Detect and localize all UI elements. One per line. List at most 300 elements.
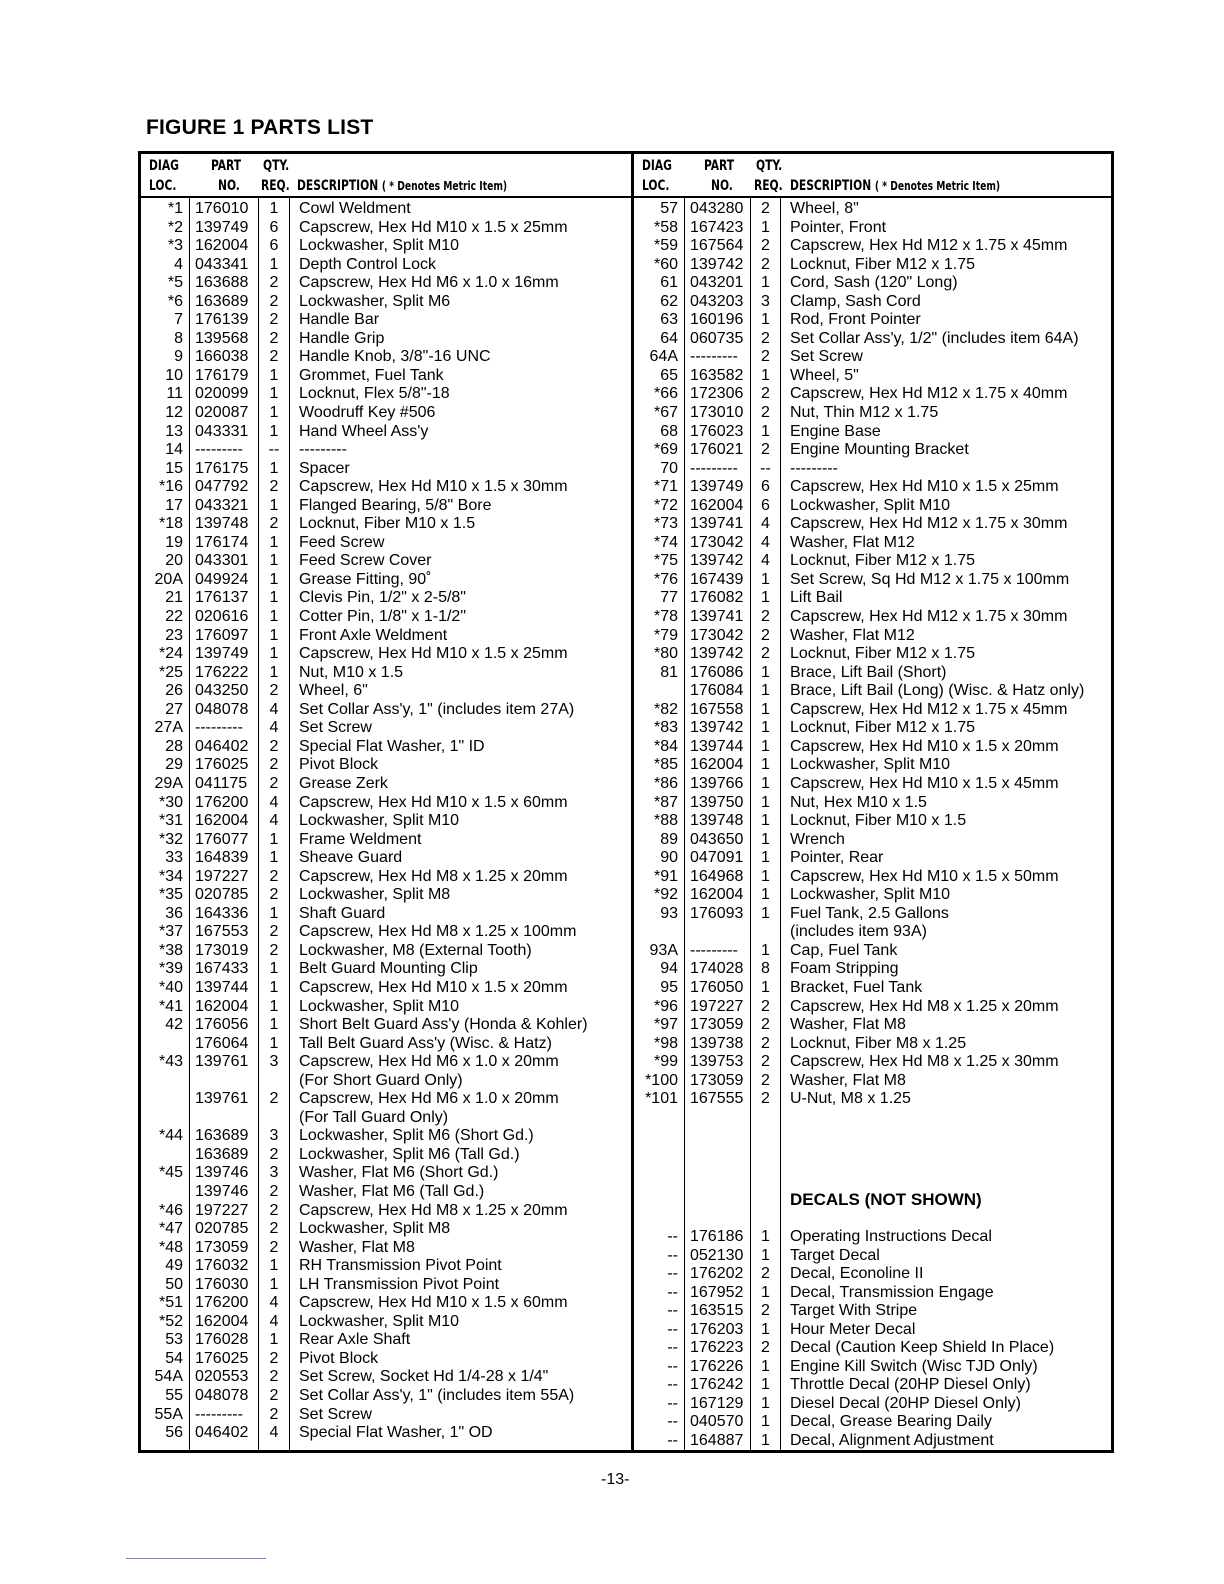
description: Engine Mounting Bracket	[790, 441, 969, 459]
diag-loc: *75	[653, 552, 678, 570]
part-no: 172306	[690, 385, 744, 403]
description: Wrench	[790, 830, 845, 848]
table-row	[634, 1035, 1111, 1054]
diag-loc: 27	[165, 700, 183, 718]
part-no: 020785	[195, 886, 249, 904]
diag-loc: --	[667, 1302, 678, 1320]
header-part: PART	[211, 158, 242, 174]
part-no: 049924	[195, 570, 249, 588]
qty-req: 1	[761, 1432, 770, 1450]
description: Cap, Fuel Tank	[790, 941, 898, 959]
description: Decal, Grease Bearing Daily	[790, 1413, 992, 1431]
description: Shaft Guard	[299, 904, 386, 922]
part-no: 163515	[690, 1302, 744, 1320]
qty-req: 1	[761, 1283, 770, 1301]
qty-req: 1	[761, 570, 770, 588]
diag-loc: 17	[165, 496, 183, 514]
description: Lockwasher, Split M10	[299, 997, 460, 1015]
description: Hand Wheel Ass'y	[299, 422, 429, 440]
diag-loc: *37	[158, 923, 183, 941]
table-row	[634, 812, 1111, 831]
table-row	[634, 1321, 1111, 1340]
part-no: 139741	[690, 515, 744, 533]
diag-loc: *58	[653, 218, 678, 236]
part-no: 176139	[195, 311, 249, 329]
qty-req: 1	[761, 1394, 770, 1412]
table-row	[141, 1406, 632, 1425]
description: RH Transmission Pivot Point	[299, 1257, 502, 1275]
table-row	[141, 200, 632, 219]
diag-loc: *32	[158, 830, 183, 848]
qty-req: 4	[761, 533, 770, 551]
description: Capscrew, Hex Hd M8 x 1.25 x 100mm	[299, 923, 577, 941]
diag-loc: 93A	[649, 941, 678, 959]
description: Special Flat Washer, 1" OD	[299, 1424, 493, 1442]
qty-req: 1	[269, 645, 279, 663]
table-row	[634, 849, 1111, 868]
qty-req: 8	[761, 960, 770, 978]
table-row	[141, 775, 632, 794]
part-no: 046402	[195, 737, 249, 755]
table-row	[634, 330, 1111, 349]
description: Lockwasher, Split M6	[299, 292, 451, 310]
table-row	[634, 1072, 1111, 1091]
qty-req: 1	[269, 830, 279, 848]
qty-req: 1	[761, 978, 770, 996]
table-row	[141, 385, 632, 404]
diag-loc: --	[667, 1432, 678, 1450]
diag-loc: 54	[165, 1349, 183, 1367]
qty-req: 2	[269, 348, 279, 366]
description: Target With Stripe	[790, 1302, 918, 1320]
description: Nut, Hex M10 x 1.5	[790, 793, 927, 811]
diag-loc: *35	[158, 886, 183, 904]
table-row	[634, 998, 1111, 1017]
table-row	[141, 552, 632, 571]
qty-req: 4	[761, 552, 770, 570]
description: Capscrew, Hex Hd M12 x 1.75 x 40mm	[790, 385, 1068, 403]
diag-loc: --	[667, 1394, 678, 1412]
table-row	[141, 237, 632, 256]
description: Capscrew, Hex Hd M6 x 1.0 x 20mm	[299, 1053, 559, 1071]
part-no: 139750	[690, 793, 744, 811]
part-no: 043331	[195, 422, 249, 440]
diag-loc: 12	[165, 404, 183, 422]
diag-loc: *3	[167, 237, 183, 255]
part-no: 043203	[690, 292, 744, 310]
qty-req: 6	[269, 218, 279, 236]
header-desc	[790, 178, 1000, 194]
table-row	[141, 1035, 632, 1054]
part-no: 176179	[195, 366, 249, 384]
description: Washer, Flat M8	[299, 1238, 415, 1256]
part-no: 162004	[195, 997, 249, 1015]
part-no: 173019	[195, 941, 249, 959]
part-no: 052130	[690, 1246, 744, 1264]
qty-req: 1	[761, 737, 770, 755]
part-no: 176203	[690, 1320, 744, 1338]
part-no: 043650	[690, 830, 744, 848]
qty-req: 2	[761, 200, 770, 217]
part-no: 139742	[690, 645, 744, 663]
diag-loc: 56	[165, 1424, 183, 1442]
part-no: 020087	[195, 404, 249, 422]
part-no: 176242	[690, 1376, 744, 1394]
page-number: -13-	[601, 1471, 630, 1488]
diag-loc: 55	[165, 1387, 183, 1404]
table-row	[141, 367, 632, 386]
description: Capscrew, Hex Hd M10 x 1.5 x 25mm	[790, 478, 1059, 496]
description: Clamp, Sash Cord	[790, 292, 921, 310]
table-row	[141, 404, 632, 423]
part-no: 176025	[195, 756, 249, 774]
qty-req: 1	[269, 552, 279, 570]
qty-req: 6	[269, 237, 279, 255]
qty-req: 1	[269, 533, 279, 551]
diag-loc: *87	[653, 793, 678, 811]
table-row	[634, 923, 1111, 942]
description: Washer, Flat M8	[790, 1016, 906, 1034]
diag-loc: *92	[653, 886, 678, 904]
part-no: 176082	[690, 589, 744, 607]
description: Operating Instructions Decal	[790, 1228, 992, 1245]
qty-req: 1	[761, 1246, 770, 1264]
description: Capscrew, Hex Hd M6 x 1.0 x 16mm	[299, 274, 559, 292]
diag-loc: 23	[165, 626, 183, 644]
part-no: 162004	[690, 886, 744, 904]
table-row	[141, 868, 632, 887]
description: Capscrew, Hex Hd M8 x 1.25 x 30mm	[790, 1053, 1059, 1071]
table-row	[141, 756, 632, 775]
part-no: 043250	[195, 682, 249, 700]
diag-loc: *72	[653, 496, 678, 514]
table-row	[634, 534, 1111, 553]
diag-loc: 11	[166, 385, 183, 403]
qty-req: 2	[761, 404, 770, 422]
description: Fuel Tank, 2.5 Gallons	[790, 904, 949, 922]
qty-req: 1	[761, 1228, 770, 1245]
table-row	[141, 330, 632, 349]
diag-loc: 10	[165, 366, 183, 384]
part-no: 040570	[690, 1413, 744, 1431]
diag-loc: *60	[653, 255, 678, 273]
part-no: 173010	[690, 404, 744, 422]
part-no: 167558	[690, 700, 744, 718]
diag-loc: *97	[653, 1016, 678, 1034]
header-desc-note: ( * Denotes Metric Item)	[874, 179, 1001, 193]
table-row	[141, 849, 632, 868]
table-row	[141, 812, 632, 831]
description: Set Collar Ass'y, 1/2" (includes item 64A)	[790, 329, 1079, 347]
part-no: 060735	[690, 329, 744, 347]
table-row	[141, 1294, 632, 1313]
description: Locknut, Fiber M10 x 1.5	[299, 515, 476, 533]
qty-req: 1	[269, 496, 279, 514]
diag-loc: 13	[165, 422, 183, 440]
qty-req: 2	[761, 1053, 770, 1071]
qty-req: 1	[761, 311, 770, 329]
description: Wheel, 8"	[790, 200, 859, 217]
header-loc: LOC.	[642, 178, 670, 194]
qty-req: 2	[269, 941, 279, 959]
table-row	[634, 627, 1111, 646]
description: Capscrew, Hex Hd M10 x 1.5 x 60mm	[299, 793, 568, 811]
part-no: 176064	[195, 1034, 249, 1052]
description: Lockwasher, Split M10	[299, 237, 460, 255]
diag-loc: *39	[158, 960, 183, 978]
description: Wheel, 5"	[790, 366, 859, 384]
qty-req: 1	[761, 366, 770, 384]
qty-req: 1	[269, 1331, 279, 1349]
description: Pivot Block	[299, 1349, 379, 1367]
table-row	[634, 385, 1111, 404]
table-row	[634, 905, 1111, 924]
description: Wheel, 6"	[299, 682, 368, 700]
description: Depth Control Lock	[299, 255, 436, 273]
part-no: 048078	[195, 1387, 249, 1404]
description: Throttle Decal (20HP Diesel Only)	[790, 1376, 1031, 1394]
description: Washer, Flat M6 (Short Gd.)	[299, 1164, 499, 1182]
qty-req: 3	[761, 292, 770, 310]
header-diag: DIAG	[149, 158, 179, 174]
qty-req: 1	[761, 830, 770, 848]
qty-req: 1	[761, 422, 770, 440]
description: Set Screw	[790, 348, 863, 366]
diag-loc: *80	[653, 645, 678, 663]
description: Capscrew, Hex Hd M10 x 1.5 x 50mm	[790, 867, 1059, 885]
diag-loc: 89	[660, 830, 678, 848]
description: Locknut, Fiber M12 x 1.75	[790, 719, 975, 737]
part-no: 046402	[195, 1424, 249, 1442]
diag-loc: 55A	[154, 1405, 183, 1423]
diag-loc: *44	[158, 1127, 183, 1145]
qty-req: 1	[269, 1034, 279, 1052]
part-no: 176174	[195, 533, 249, 551]
diag-loc: --	[667, 1228, 678, 1245]
table-row	[634, 1339, 1111, 1358]
description: Foam Stripping	[790, 960, 899, 978]
part-no: 163689	[195, 292, 249, 310]
diag-loc: *59	[653, 237, 678, 255]
table-row	[634, 664, 1111, 683]
diag-loc: 57	[660, 200, 678, 217]
description: Capscrew, Hex Hd M8 x 1.25 x 20mm	[790, 997, 1059, 1015]
diag-loc: 36	[165, 904, 183, 922]
table-row	[634, 1302, 1111, 1321]
description: Capscrew, Hex Hd M10 x 1.5 x 25mm	[299, 645, 568, 663]
part-no: 176226	[690, 1357, 744, 1375]
part-no: 139761	[195, 1053, 249, 1071]
qty-req: 4	[761, 515, 770, 533]
diag-loc: *67	[653, 404, 678, 422]
table-row	[141, 589, 632, 608]
qty-req: 1	[269, 570, 279, 588]
qty-req: 1	[761, 774, 770, 792]
description: Engine Base	[790, 422, 881, 440]
table-row	[141, 311, 632, 330]
table-row	[634, 868, 1111, 887]
part-no: 176023	[690, 422, 744, 440]
table-row	[634, 200, 1111, 219]
qty-req: 1	[269, 459, 279, 477]
part-no: 020616	[195, 608, 249, 626]
table-row	[141, 738, 632, 757]
description: U-Nut, M8 x 1.25	[790, 1090, 911, 1108]
qty-req: 2	[761, 608, 770, 626]
diag-loc: 7	[174, 311, 183, 329]
diag-loc: 77	[660, 589, 678, 607]
description: Engine Kill Switch (Wisc TJD Only)	[790, 1357, 1038, 1375]
qty-req: 2	[761, 645, 770, 663]
table-row	[634, 1247, 1111, 1266]
qty-req: 6	[761, 496, 770, 514]
table-row	[141, 1127, 632, 1146]
qty-req: 1	[269, 422, 279, 440]
diag-loc: *78	[653, 608, 678, 626]
footer-rule	[126, 1558, 266, 1559]
qty-req: 2	[269, 923, 279, 941]
qty-req: 6	[761, 478, 770, 496]
part-no: ---------	[690, 348, 738, 366]
qty-req: 2	[269, 1145, 279, 1163]
table-row	[141, 794, 632, 813]
table-row	[141, 979, 632, 998]
description: Feed Screw Cover	[299, 552, 432, 570]
description: Rod, Front Pointer	[790, 311, 921, 329]
header-desc-note: ( * Denotes Metric Item)	[381, 179, 508, 193]
description: Set Screw, Sq Hd M12 x 1.75 x 100mm	[790, 570, 1070, 588]
part-no: 043301	[195, 552, 249, 570]
part-no: 139742	[690, 552, 744, 570]
diag-loc: 42	[165, 1016, 183, 1034]
decals-section-title: DECALS (NOT SHOWN)	[790, 1190, 982, 1209]
part-no: 197227	[195, 867, 249, 885]
table-row	[634, 831, 1111, 850]
part-no: 043341	[195, 255, 249, 273]
diag-loc: *5	[167, 274, 183, 292]
table-row	[634, 738, 1111, 757]
qty-req: 2	[761, 237, 770, 255]
diag-loc: *25	[158, 663, 183, 681]
qty-req: 1	[269, 626, 279, 644]
description: Capscrew, Hex Hd M8 x 1.25 x 20mm	[299, 867, 568, 885]
qty-req: 4	[269, 719, 279, 737]
table-row	[141, 664, 632, 683]
part-no: 164968	[690, 867, 744, 885]
qty-req: 2	[761, 1339, 770, 1357]
description: Capscrew, Hex Hd M10 x 1.5 x 20mm	[790, 737, 1059, 755]
description: Lockwasher, Split M6 (Short Gd.)	[299, 1127, 534, 1145]
diag-loc: --	[667, 1376, 678, 1394]
qty-req: 4	[269, 700, 279, 718]
table-row	[634, 311, 1111, 330]
table-row	[634, 274, 1111, 293]
qty-req: 1	[269, 997, 279, 1015]
qty-req: 1	[269, 200, 279, 217]
header-qty: QTY.	[756, 158, 783, 174]
qty-req: 2	[269, 886, 279, 904]
description: Brace, Lift Bail (Short)	[790, 663, 947, 681]
description: Capscrew, Hex Hd M10 x 1.5 x 45mm	[790, 774, 1059, 792]
table-row	[634, 794, 1111, 813]
description: Pointer, Rear	[790, 849, 884, 867]
table-row	[634, 515, 1111, 534]
part-no: ---------	[195, 441, 243, 459]
qty-req: 1	[761, 218, 770, 236]
description: Grease Fitting, 90˚	[299, 570, 432, 588]
part-no: 160196	[690, 311, 744, 329]
table-header-right	[634, 154, 1111, 198]
description: Locknut, Flex 5/8"-18	[299, 385, 450, 403]
diag-loc: *45	[158, 1164, 183, 1182]
description: Lockwasher, M8 (External Tooth)	[299, 941, 532, 959]
qty-req: 2	[269, 1387, 279, 1404]
table-row	[141, 1090, 632, 1109]
description: Set Collar Ass'y, 1" (includes item 55A)	[299, 1387, 575, 1404]
description: Decal, Alignment Adjustment	[790, 1432, 994, 1450]
description: Handle Bar	[299, 311, 380, 329]
qty-req: 1	[269, 1275, 279, 1293]
header-diag: DIAG	[642, 158, 672, 174]
description: Set Screw, Socket Hd 1/4-28 x 1/4"	[299, 1368, 549, 1386]
diag-loc: 20A	[154, 570, 183, 588]
part-no: 163582	[690, 366, 744, 384]
table-row	[141, 1146, 632, 1165]
description: Lockwasher, Split M10	[790, 886, 951, 904]
qty-req: 1	[269, 404, 279, 422]
table-row	[634, 1358, 1111, 1377]
diag-loc: *40	[158, 978, 183, 996]
table-row	[141, 942, 632, 961]
diag-loc: 63	[660, 311, 678, 329]
table-row	[141, 1424, 632, 1443]
description: Cowl Weldment	[299, 200, 411, 217]
header-desc	[297, 178, 507, 194]
table-row	[634, 608, 1111, 627]
part-no: 167564	[690, 237, 744, 255]
table-row	[634, 552, 1111, 571]
part-no: ---------	[195, 1405, 243, 1423]
diag-loc: 53	[165, 1331, 183, 1349]
diag-loc: *18	[158, 515, 183, 533]
qty-req: 2	[761, 1090, 770, 1108]
description: ---------	[299, 441, 347, 459]
description: Special Flat Washer, 1" ID	[299, 737, 485, 755]
description: (For Tall Guard Only)	[299, 1108, 449, 1126]
diag-loc: *73	[653, 515, 678, 533]
qty-req: 3	[269, 1164, 279, 1182]
qty-req: 1	[761, 700, 770, 718]
qty-req: --	[760, 459, 771, 477]
table-row	[634, 423, 1111, 442]
diag-loc: *47	[158, 1220, 183, 1238]
description: Decal, Econoline II	[790, 1265, 924, 1283]
qty-req: 2	[269, 1220, 279, 1238]
part-no: 162004	[195, 237, 249, 255]
diag-loc: 28	[165, 737, 183, 755]
diag-loc: *2	[167, 218, 183, 236]
header-loc: LOC.	[149, 178, 177, 194]
qty-req: 1	[269, 255, 279, 273]
diag-loc: 15	[165, 459, 183, 477]
qty-req: 1	[761, 941, 770, 959]
qty-req: 1	[761, 589, 770, 607]
table-row	[141, 1257, 632, 1276]
description: Locknut, Fiber M10 x 1.5	[790, 812, 967, 830]
part-no: 173059	[690, 1016, 744, 1034]
table-row	[141, 534, 632, 553]
description: Pivot Block	[299, 756, 379, 774]
